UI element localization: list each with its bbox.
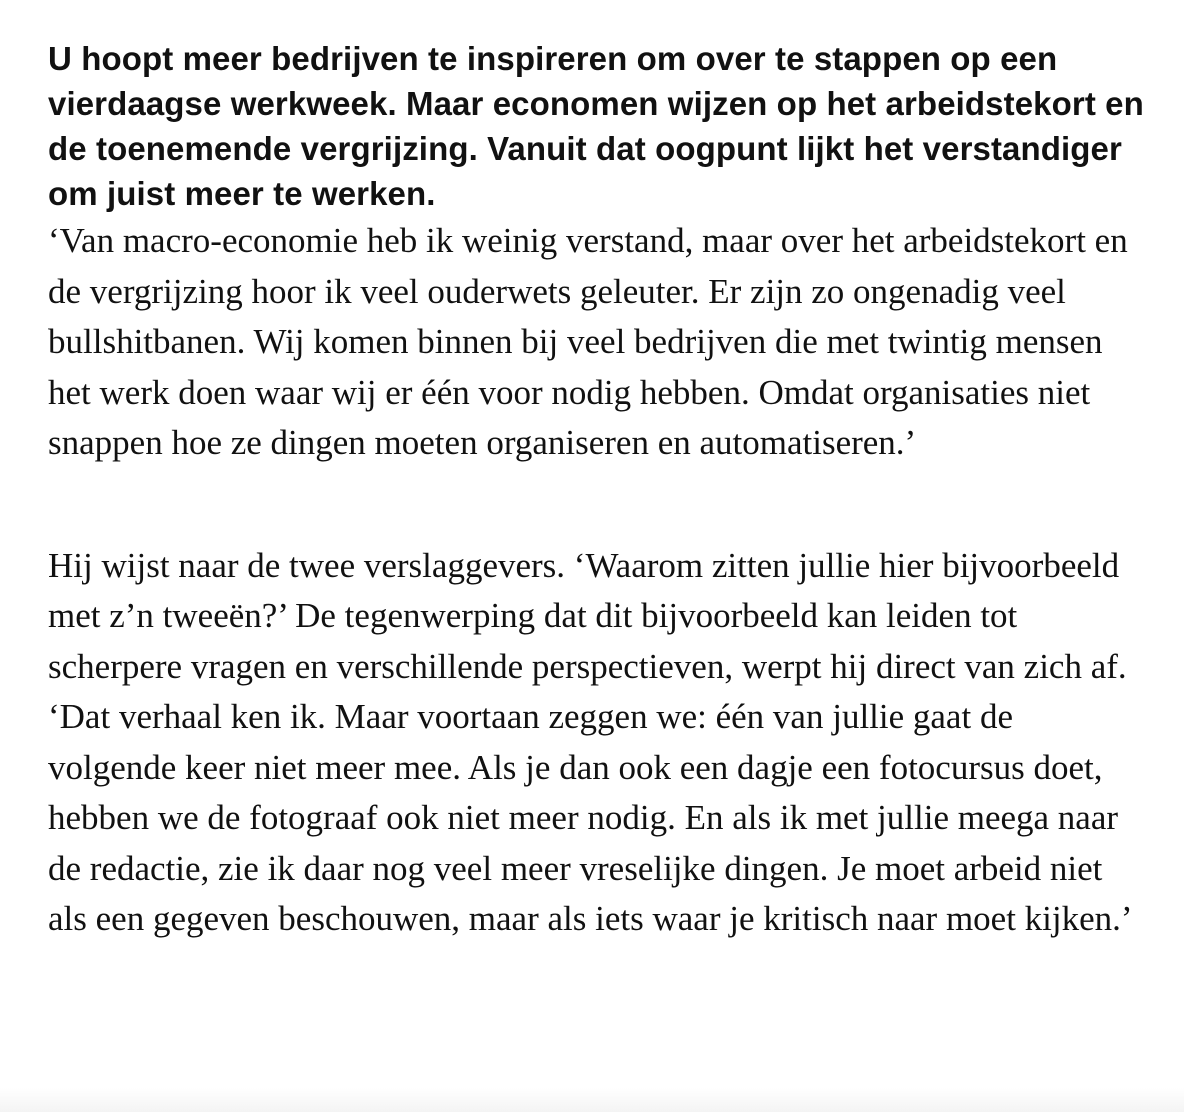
interview-question: U hoopt meer bedrijven te inspireren om over te stappen op een vierdaagse werkweek. Maar economen wijzen op het arbeidstekort en de toenemende vergrijzing. Vanuit dat oogpunt lijkt het verstandiger om juist meer te werken. (48, 40, 1144, 212)
answer-paragraph: Hij wijst naar de twee verslaggevers. ‘Waarom zitten jullie hier bijvoorbeeld met z’n tweeën?’ De tegenwerping dat dit bijvoorbeeld kan leiden tot scherpere vragen en verschillende perspectieven, werpt hij direct van zich af. ‘Dat verhaal ken ik. Maar voortaan zeggen we: één van jullie gaat de volgende keer niet meer mee. Als je dan ook een dagje een fotocursus doet, hebben we de fotograaf ook niet meer nodig. En als ik met jullie meega naar de redactie, zie ik daar nog veel meer vreselijke dingen. Je moet arbeid niet als een gegeven beschouwen, maar als iets waar je kritisch naar moet kijken.’ (48, 545, 1133, 938)
article-body (48, 36, 1148, 945)
bottom-edge-shadow (0, 1088, 1184, 1112)
answer-paragraph: ‘Van macro-economie heb ik weinig verstand, maar over het arbeidstekort en de vergrijzing hoor ik veel ouderwets geleuter. Er zijn zo ongenadig veel bullshitbanen. Wij komen binnen bij veel bedrijven die met twintig mensen het werk doen waar wij er één voor nodig hebben. Omdat organisaties niet snappen hoe ze dingen moeten organiseren en automatiseren.’ (48, 221, 1128, 462)
